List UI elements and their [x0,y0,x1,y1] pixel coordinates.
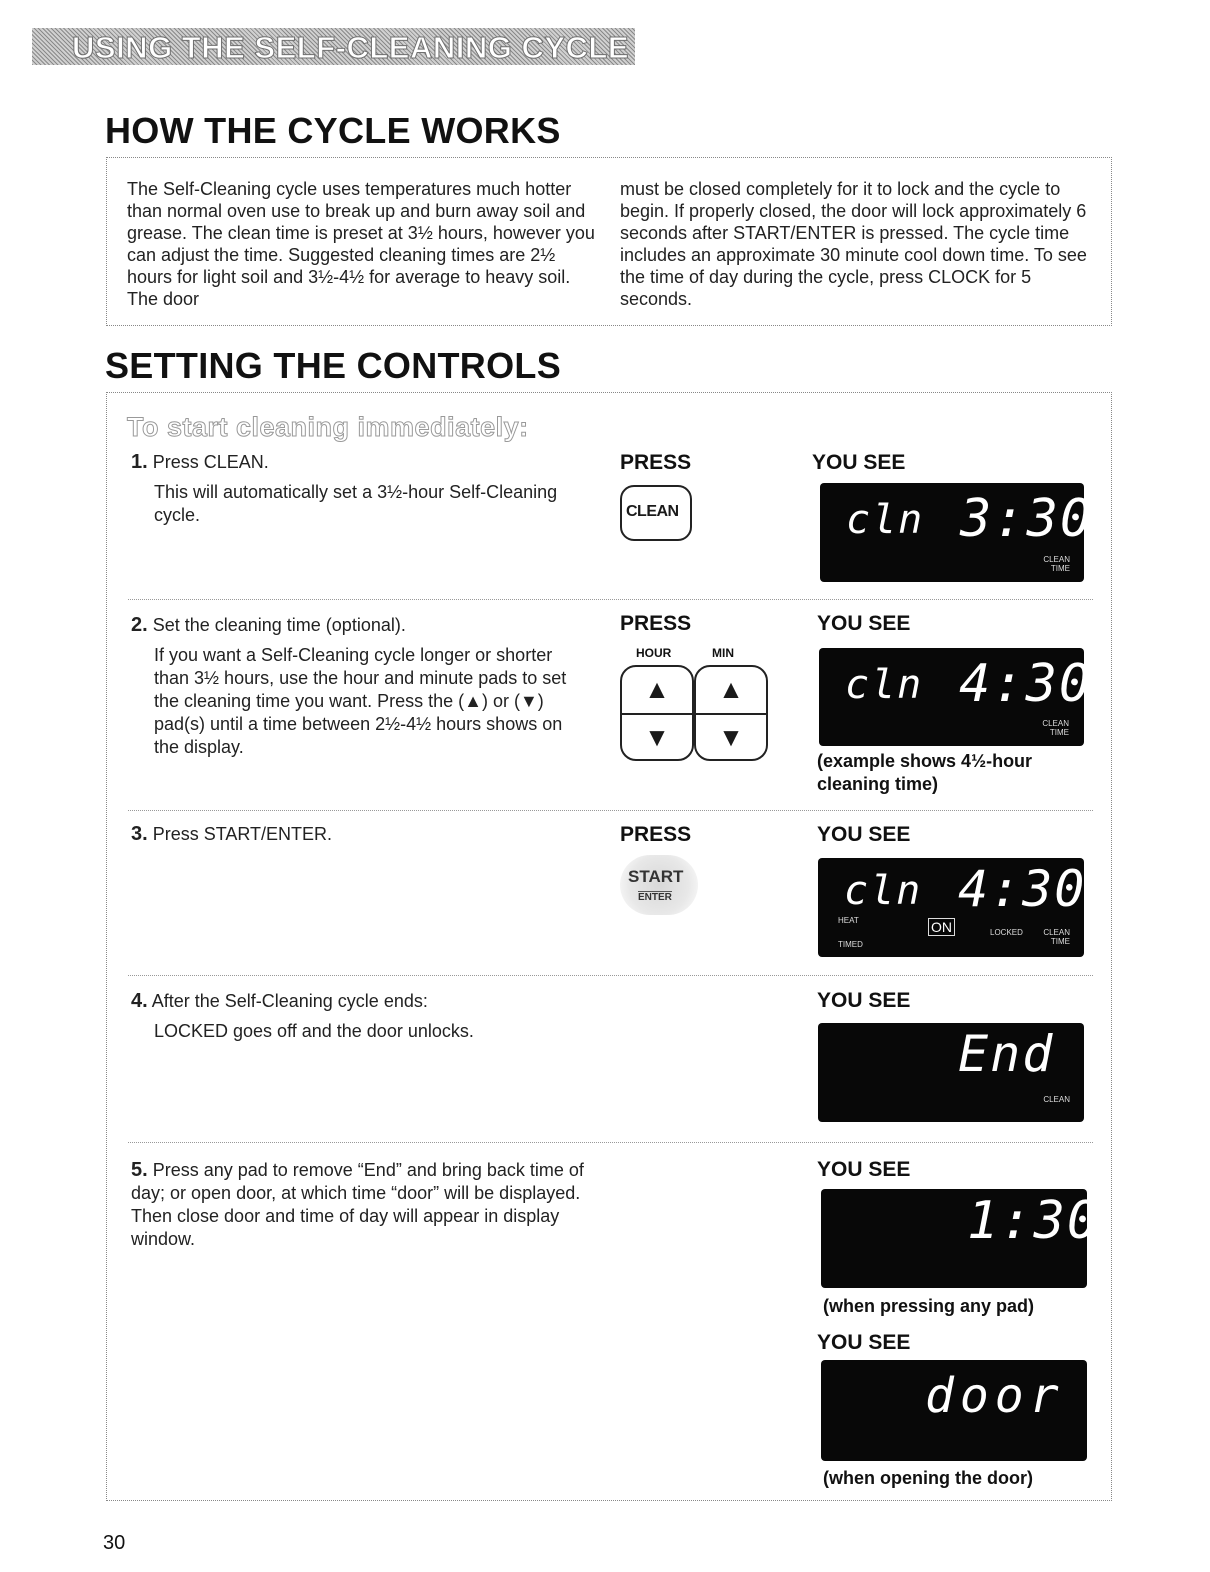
display-4-right: End [958,1025,1055,1083]
section-banner [32,28,635,65]
you-see-label: YOU SEE [817,989,911,1012]
display-2-indicator: CLEAN TIME [1042,719,1069,737]
display-2-right: 4:30 [959,654,1093,714]
step-desc: If you want a Self-Cleaning cycle longer or shorter than 3½ hours, use the hour and minute pads to set the cleaning time you want. Press the (▲) or (▼) pad(s) until a time between 2½-4½ hours shows on the display. [154,645,567,757]
display-3-indicator: CLEAN TIME [1043,928,1070,946]
separator [128,810,1093,811]
you-see-label: YOU SEE [817,1331,911,1354]
step-title: Press START/ENTER. [152,824,333,844]
how-title: HOW THE CYCLE WORKS [105,110,561,151]
page-number: 30 [103,1532,126,1554]
press-label: PRESS [620,612,692,635]
setting-subtitle: To start cleaning immediately: [127,412,529,442]
clean-pad-label: CLEAN [626,503,679,520]
display-1-indicator: CLEAN TIME [1043,555,1070,573]
clean-pad[interactable] [620,485,692,541]
how-col1: The Self-Cleaning cycle uses temperatures much hotter than normal oven use to break up and burn away soil and grease. The clean time is preset at 3½ hours, however you can adjust the time. Suggested cleaning times are 2½ hours for light soil and 3½-4½ for average to heavy soil. The door [127,179,595,309]
step-2 [131,614,591,759]
step-desc: This will automatically set a 3½-hour Self-Cleaning cycle. [154,482,558,525]
step-title: Set the cleaning time (optional). [152,615,406,635]
step-number: 1. [131,451,148,473]
display-3-heat: HEAT [838,916,859,925]
display-2-left: cln [845,662,924,708]
display-3-left: cln [844,868,923,914]
display-1-right: 3:30 [960,489,1094,549]
step-number: 2. [131,614,148,636]
display-6 [821,1360,1087,1461]
down-arrow-icon: ▼ [718,722,744,752]
display-4-indicator: CLEAN [1043,1095,1070,1104]
press-label: PRESS [620,823,692,846]
step-number: 5. [131,1159,148,1181]
min-pad [694,665,768,761]
step-4 [131,990,591,1043]
you-see-label: YOU SEE [812,451,906,474]
display-4 [818,1023,1084,1122]
display-5 [821,1189,1101,1288]
separator [128,975,1093,976]
step-1 [131,451,591,527]
setting-title: SETTING THE CONTROLS [105,345,561,386]
display-5-caption: (when pressing any pad) [823,1296,1035,1316]
display-2-caption: (example shows 4½-hour cleaning time) [817,751,1033,794]
hour-up-button[interactable] [622,667,692,715]
you-see-label: YOU SEE [817,1158,911,1181]
display-2 [819,648,1093,746]
display-1 [820,483,1094,582]
display-6-right: door [925,1368,1065,1424]
start-label: START [628,867,684,886]
banner-title: USING THE SELF-CLEANING CYCLE [72,30,630,65]
step-3 [131,823,591,846]
start-enter-pad[interactable] [620,855,698,915]
display-5-right: 1:30 [967,1191,1101,1251]
you-see-label: YOU SEE [817,823,911,846]
step-title: After the Self-Cleaning cycle ends: [151,991,428,1011]
display-3 [818,858,1087,957]
separator [128,1142,1093,1143]
display-3-locked: LOCKED [990,928,1023,937]
you-see-label: YOU SEE [817,612,911,635]
step-title: Press any pad to remove “End” and bring back time of day; or open door, at which time “door” will be displayed. Then close door and time of day will appear in display window. [131,1160,584,1249]
display-3-on: ON [928,918,955,936]
enter-label: ENTER [638,892,672,903]
step-number: 4. [131,990,148,1012]
step-desc: LOCKED goes off and the door unlocks. [154,1021,474,1041]
display-3-timed: TIMED [838,940,863,949]
display-1-left: cln [846,497,925,543]
min-down-button[interactable] [696,715,766,759]
up-arrow-icon: ▲ [718,674,744,704]
how-col2: must be closed completely for it to lock and the cycle to begin. If properly closed, the door will lock approximately 6 seconds after START/ENTER is pressed. The cycle time includes an approximate 30 minute cool down time. To see the time of day during the cycle, press CLOCK for 5 seconds. [620,179,1087,309]
press-label: PRESS [620,451,692,474]
step-5 [131,1159,591,1251]
min-label: MIN [712,646,734,660]
hour-pad [620,665,694,761]
display-6-caption: (when opening the door) [823,1468,1033,1488]
down-arrow-icon: ▼ [644,722,670,752]
display-3-right: 4:30 [958,860,1087,918]
min-up-button[interactable] [696,667,766,715]
hour-label: HOUR [636,646,672,660]
hour-down-button[interactable] [622,715,692,759]
separator [128,599,1093,600]
up-arrow-icon: ▲ [644,674,670,704]
step-number: 3. [131,823,148,845]
step-title: Press CLEAN. [152,452,269,472]
